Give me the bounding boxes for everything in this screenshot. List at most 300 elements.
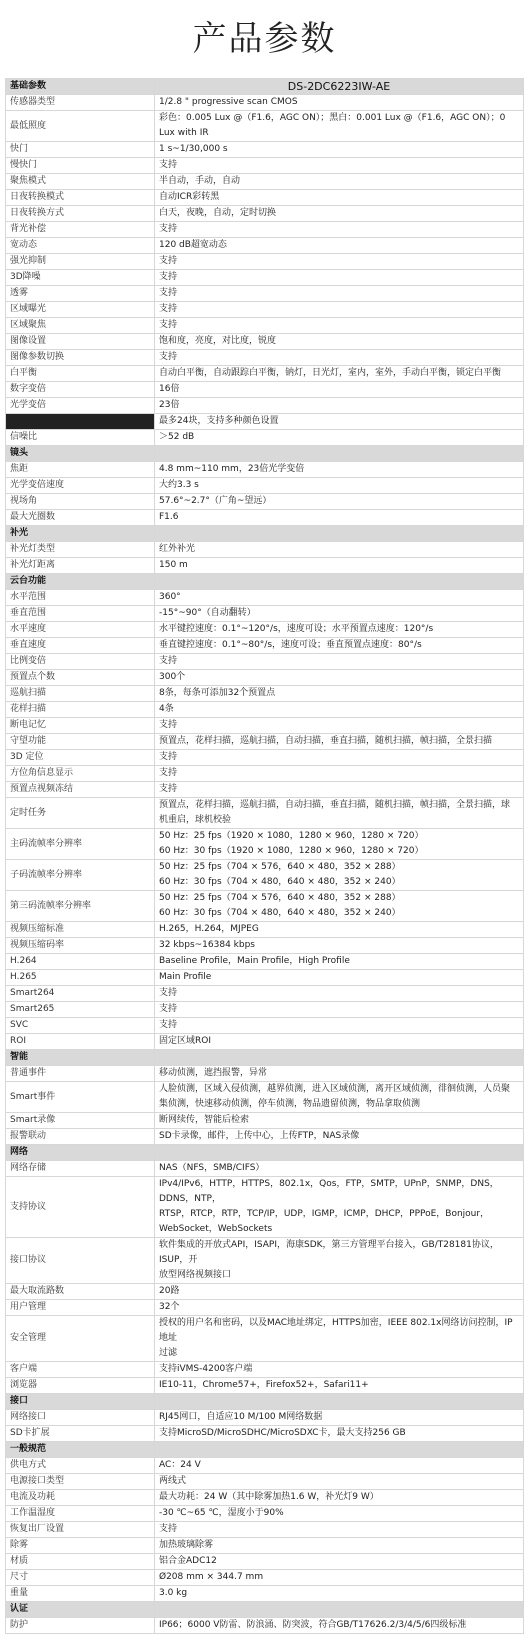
spec-label: ROI	[6, 1034, 155, 1050]
spec-value-line: 32 kbps~16384 kbps	[159, 940, 255, 950]
spec-row	[6, 1002, 524, 1018]
spec-label: 第三码流帧率分辨率	[6, 891, 155, 922]
section-title: 补光	[6, 526, 155, 542]
spec-table	[5, 78, 524, 1634]
spec-label: 防护	[6, 1618, 155, 1634]
spec-row	[6, 1300, 524, 1316]
spec-value-line: 支持	[159, 160, 178, 170]
spec-row	[6, 1554, 524, 1570]
spec-label: 补光灯类型	[6, 542, 155, 558]
spec-value	[155, 654, 524, 670]
spec-row	[6, 1474, 524, 1490]
spec-label: 焦距	[6, 462, 155, 478]
spec-label: 最大取流路数	[6, 1284, 155, 1300]
spec-value	[155, 938, 524, 954]
spec-label: 垂直范围	[6, 606, 155, 622]
spec-value	[155, 1426, 524, 1442]
spec-row	[6, 190, 524, 206]
spec-label: 巡航扫描	[6, 686, 155, 702]
spec-label: Smart事件	[6, 1082, 155, 1113]
spec-value-line: 120 dB超宽动态	[159, 240, 227, 250]
section-header-empty	[155, 1050, 524, 1066]
spec-value	[155, 462, 524, 478]
spec-value-line: 20路	[159, 1286, 180, 1296]
spec-value-line: 支持MicroSD/MicroSDHC/MicroSDXC卡，最大支持256 GB	[159, 1428, 406, 1438]
spec-value-line: 放型网络视频接口	[159, 1270, 232, 1280]
spec-label: 图像参数切换	[6, 350, 155, 366]
spec-row	[6, 1618, 524, 1634]
spec-value	[155, 1586, 524, 1602]
spec-row	[6, 206, 524, 222]
spec-value	[155, 350, 524, 366]
spec-row	[6, 829, 524, 860]
spec-value	[155, 222, 524, 238]
spec-label: 区域聚焦	[6, 318, 155, 334]
spec-value-line: 300个	[159, 672, 186, 682]
spec-row	[6, 1410, 524, 1426]
spec-row	[6, 606, 524, 622]
spec-row	[6, 622, 524, 638]
spec-row	[6, 1458, 524, 1474]
spec-value-line: H.265，H.264，MJPEG	[159, 924, 259, 934]
spec-row	[6, 494, 524, 510]
spec-value-line: -15°~90°（自动翻转）	[159, 608, 256, 618]
spec-row	[6, 1161, 524, 1177]
spec-value	[155, 766, 524, 782]
spec-value	[155, 95, 524, 111]
spec-row	[6, 1362, 524, 1378]
spec-row	[6, 1570, 524, 1586]
spec-value	[155, 1506, 524, 1522]
spec-row	[6, 1066, 524, 1082]
spec-label: 视频压缩码率	[6, 938, 155, 954]
spec-row	[6, 1034, 524, 1050]
spec-value-line: 支持	[159, 288, 178, 298]
section-header-empty	[155, 1394, 524, 1410]
spec-row	[6, 954, 524, 970]
spec-label: 日夜转换模式	[6, 190, 155, 206]
spec-value-line: 23倍	[159, 400, 180, 410]
spec-row	[6, 558, 524, 574]
spec-row	[6, 1378, 524, 1394]
spec-value-line: 过滤	[159, 1348, 178, 1358]
spec-value-line: 360°	[159, 592, 181, 602]
spec-row	[6, 638, 524, 654]
spec-row	[6, 891, 524, 922]
spec-value-line: 固定区域ROI	[159, 1036, 211, 1046]
spec-value-line: 1/2.8 " progressive scan CMOS	[159, 97, 298, 107]
spec-value	[155, 1002, 524, 1018]
spec-label: 透雾	[6, 286, 155, 302]
spec-value-line: 支持	[159, 352, 178, 362]
spec-value-line: 支持	[159, 1004, 178, 1014]
spec-label: 除雾	[6, 1538, 155, 1554]
spec-row	[6, 590, 524, 606]
redacted-label	[6, 414, 155, 430]
spec-label: 供电方式	[6, 1458, 155, 1474]
section-header-empty	[155, 1442, 524, 1458]
spec-value	[155, 1129, 524, 1145]
spec-row	[6, 398, 524, 414]
spec-value	[155, 622, 524, 638]
spec-label: 光学变倍	[6, 398, 155, 414]
spec-value-line: 4.8 mm~110 mm，23倍光学变倍	[159, 464, 305, 474]
spec-label: 子码流帧率分辨率	[6, 860, 155, 891]
spec-value	[155, 286, 524, 302]
section-header	[6, 526, 524, 542]
spec-value	[155, 1474, 524, 1490]
section-title: 云台功能	[6, 574, 155, 590]
section-header	[6, 79, 524, 95]
spec-value-line: 大约3.3 s	[159, 480, 199, 490]
spec-value	[155, 1570, 524, 1586]
spec-value	[155, 782, 524, 798]
spec-value-line: RTSP，RTCP，RTP，TCP/IP，UDP，IGMP，ICMP，DHCP，PPPoE，Bonjour，WebSocket，WebSockets	[159, 1209, 490, 1234]
spec-value	[155, 318, 524, 334]
spec-row	[6, 702, 524, 718]
spec-label: 网络接口	[6, 1410, 155, 1426]
spec-value	[155, 1082, 524, 1113]
spec-value	[155, 302, 524, 318]
spec-value	[155, 270, 524, 286]
spec-label: 日夜转换方式	[6, 206, 155, 222]
spec-row	[6, 510, 524, 526]
spec-value-line: 人脸侦测，区域入侵侦测，越界侦测，进入区域侦测，离开区域侦测，徘徊侦测，人员聚	[159, 1084, 511, 1094]
section-header-empty	[155, 526, 524, 542]
spec-label: 恢复出厂设置	[6, 1522, 155, 1538]
spec-value	[155, 734, 524, 750]
spec-row	[6, 1129, 524, 1145]
spec-value	[155, 1284, 524, 1300]
section-header	[6, 1050, 524, 1066]
spec-label: 预置点个数	[6, 670, 155, 686]
spec-row	[6, 766, 524, 782]
spec-value	[155, 1316, 524, 1362]
spec-value-line: 饱和度，亮度，对比度，锐度	[159, 336, 277, 346]
spec-value-line: 最多24块，支持多种颜色设置	[159, 416, 279, 426]
spec-value	[155, 670, 524, 686]
spec-label: Smart录像	[6, 1113, 155, 1129]
section-header-empty	[155, 574, 524, 590]
spec-row	[6, 734, 524, 750]
spec-value	[155, 1378, 524, 1394]
spec-row	[6, 938, 524, 954]
spec-value-line: 32个	[159, 1302, 180, 1312]
spec-row	[6, 1177, 524, 1238]
spec-label: 图像设置	[6, 334, 155, 350]
page-title: 产品参数	[192, 19, 337, 59]
spec-value	[155, 1066, 524, 1082]
spec-value	[155, 174, 524, 190]
spec-row	[6, 860, 524, 891]
spec-value	[155, 206, 524, 222]
spec-value	[155, 366, 524, 382]
spec-label: 最大光圈数	[6, 510, 155, 526]
spec-value-line: 铝合金ADC12	[159, 1556, 217, 1566]
spec-value-line: 4条	[159, 704, 174, 714]
spec-label: 传感器类型	[6, 95, 155, 111]
spec-value-line: 16倍	[159, 384, 180, 394]
spec-value-line: 软件集成的开放式API，ISAPI，海康SDK，第三方管理平台接入，GB/T28181协议，ISUP，开	[159, 1240, 499, 1265]
section-title: 接口	[6, 1394, 155, 1410]
section-header-empty	[155, 1145, 524, 1161]
spec-label: SD卡扩展	[6, 1426, 155, 1442]
spec-label: 电流及功耗	[6, 1490, 155, 1506]
spec-label: 用户管理	[6, 1300, 155, 1316]
spec-value-line: IP66；6000 V防雷、防浪涌、防突波，符合GB/T17626.2/3/4/5/6四级标准	[159, 1620, 467, 1630]
spec-value-line: Baseline Profile，Main Profile，High Profile	[159, 956, 350, 966]
spec-row	[6, 670, 524, 686]
section-title: 一般规范	[6, 1442, 155, 1458]
spec-label: 水平范围	[6, 590, 155, 606]
spec-value-line: 红外补光	[159, 544, 196, 554]
spec-value-line: 加热玻璃除雾	[159, 1540, 214, 1550]
spec-value	[155, 954, 524, 970]
spec-label: 工作温湿度	[6, 1506, 155, 1522]
spec-value	[155, 638, 524, 654]
spec-label: 区域曝光	[6, 302, 155, 318]
spec-value	[155, 1161, 524, 1177]
spec-value-line: Ø208 mm × 344.7 mm	[159, 1572, 264, 1582]
spec-label: 支持协议	[6, 1177, 155, 1238]
spec-row	[6, 302, 524, 318]
spec-value-line: 50 Hz：25 fps（704 × 576，640 × 480，352 × 288）	[159, 893, 401, 903]
spec-value-line: 3.0 kg	[159, 1588, 188, 1598]
spec-value	[155, 158, 524, 174]
spec-value-line: 支持	[159, 988, 178, 998]
spec-value-line: IPv4/IPv6，HTTP，HTTPS，802.1x，Qos，FTP，SMTP，UPnP，SNMP，DNS，DDNS，NTP，	[159, 1179, 499, 1204]
spec-row	[6, 1538, 524, 1554]
spec-value-line: 支持	[159, 656, 178, 666]
spec-label: 聚焦模式	[6, 174, 155, 190]
spec-value	[155, 382, 524, 398]
spec-value-line: 预置点，花样扫描，巡航扫描，自动扫描，垂直扫描，随机扫描，帧扫描，全景扫描	[159, 736, 493, 746]
spec-value-line: 支持	[159, 720, 178, 730]
spec-value	[155, 142, 524, 158]
spec-value-line: Main Profile	[159, 972, 212, 982]
spec-value-line: 支持	[159, 272, 178, 282]
spec-row	[6, 1490, 524, 1506]
spec-row	[6, 366, 524, 382]
section-header	[6, 446, 524, 462]
spec-row	[6, 542, 524, 558]
spec-label: 快门	[6, 142, 155, 158]
spec-value	[155, 254, 524, 270]
spec-row	[6, 798, 524, 829]
spec-value	[155, 986, 524, 1002]
spec-row	[6, 970, 524, 986]
spec-row	[6, 238, 524, 254]
spec-value	[155, 238, 524, 254]
spec-value-line: 60 Hz：30 fps（704 × 480，640 × 480，352 × 240）	[159, 877, 401, 887]
spec-row	[6, 462, 524, 478]
spec-value-line: F1.6	[159, 512, 179, 522]
spec-label: 客户端	[6, 1362, 155, 1378]
spec-value-line: -30 ℃~65 ℃，湿度小于90%	[159, 1508, 284, 1518]
spec-label: 视频压缩标准	[6, 922, 155, 938]
spec-label: 重量	[6, 1586, 155, 1602]
spec-value	[155, 702, 524, 718]
spec-label: 慢快门	[6, 158, 155, 174]
spec-row	[6, 95, 524, 111]
spec-value	[155, 1522, 524, 1538]
spec-value-line: AC：24 V	[159, 1460, 201, 1470]
spec-value	[155, 190, 524, 206]
spec-row	[6, 1018, 524, 1034]
spec-value-line: 支持iVMS-4200客户端	[159, 1364, 253, 1374]
spec-label: 材质	[6, 1554, 155, 1570]
spec-value-line: 支持	[159, 1020, 178, 1030]
spec-value	[155, 750, 524, 766]
section-header-empty	[155, 446, 524, 462]
spec-value-line: NAS（NFS，SMB/CIFS）	[159, 1163, 265, 1173]
spec-value	[155, 798, 524, 829]
spec-label: 预置点视频冻结	[6, 782, 155, 798]
spec-value	[155, 478, 524, 494]
spec-value	[155, 922, 524, 938]
spec-value	[155, 686, 524, 702]
spec-label: 背光补偿	[6, 222, 155, 238]
spec-value-line: SD卡录像，邮件，上传中心，上传FTP，NAS录像	[159, 1131, 360, 1141]
section-header	[6, 1394, 524, 1410]
spec-value	[155, 1300, 524, 1316]
spec-value-line: 授权的用户名和密码，以及MAC地址绑定，HTTPS加密，IEEE 802.1x网络访问控制，IP地址	[159, 1318, 513, 1343]
spec-value-line: 支持	[159, 768, 178, 778]
spec-value	[155, 542, 524, 558]
spec-value-line: 自动ICR彩转黑	[159, 192, 220, 202]
spec-row	[6, 222, 524, 238]
spec-value	[155, 1034, 524, 1050]
section-title: 智能	[6, 1050, 155, 1066]
spec-row	[6, 1113, 524, 1129]
spec-row	[6, 286, 524, 302]
spec-label: 信噪比	[6, 430, 155, 446]
spec-label: 白平衡	[6, 366, 155, 382]
spec-label: 守望功能	[6, 734, 155, 750]
spec-value-line: 半自动，手动，自动	[159, 176, 241, 186]
spec-value	[155, 1554, 524, 1570]
spec-row	[6, 1506, 524, 1522]
spec-label: 花样扫描	[6, 702, 155, 718]
spec-label: 安全管理	[6, 1316, 155, 1362]
spec-value	[155, 1490, 524, 1506]
spec-value	[155, 1410, 524, 1426]
spec-label: H.264	[6, 954, 155, 970]
spec-label: 最低照度	[6, 111, 155, 142]
spec-label: 浏览器	[6, 1378, 155, 1394]
spec-label: 水平速度	[6, 622, 155, 638]
spec-value-line: 50 Hz：25 fps（1920 × 1080，1280 × 960，1280 × 720）	[159, 831, 424, 841]
spec-row	[6, 414, 524, 430]
spec-value	[155, 1538, 524, 1554]
spec-row	[6, 686, 524, 702]
spec-value	[155, 414, 524, 430]
spec-row	[6, 111, 524, 142]
spec-value	[155, 891, 524, 922]
spec-value-line: 水平键控速度：0.1°~120°/s，速度可设；水平预置点速度：120°/s	[159, 624, 434, 634]
spec-value	[155, 606, 524, 622]
section-title: 基础参数	[6, 79, 155, 95]
spec-value-line: 白天，夜晚，自动，定时切换	[159, 208, 277, 218]
spec-row	[6, 718, 524, 734]
spec-label: 普通事件	[6, 1066, 155, 1082]
spec-label: 主码流帧率分辨率	[6, 829, 155, 860]
spec-value-line: 彩色：0.005 Lux @（F1.6，AGC ON）；黑白：0.001 Lux @（F1.6，AGC ON）；0 Lux with IR	[159, 113, 506, 138]
spec-label: 3D降噪	[6, 270, 155, 286]
spec-label: 垂直速度	[6, 638, 155, 654]
spec-value	[155, 829, 524, 860]
spec-row	[6, 1426, 524, 1442]
spec-row	[6, 1082, 524, 1113]
spec-value	[155, 1458, 524, 1474]
spec-value	[155, 111, 524, 142]
spec-value	[155, 590, 524, 606]
spec-row	[6, 750, 524, 766]
spec-value-line: 两线式	[159, 1476, 187, 1486]
spec-row	[6, 478, 524, 494]
section-header-empty	[155, 1602, 524, 1618]
section-header	[6, 1602, 524, 1618]
spec-label: 光学变倍速度	[6, 478, 155, 494]
spec-value	[155, 398, 524, 414]
spec-row	[6, 382, 524, 398]
spec-value-line: 支持	[159, 256, 178, 266]
spec-row	[6, 254, 524, 270]
spec-row	[6, 1238, 524, 1284]
spec-row	[6, 350, 524, 366]
spec-value	[155, 1238, 524, 1284]
spec-row	[6, 1586, 524, 1602]
spec-value-line: 支持	[159, 320, 178, 330]
spec-label: H.265	[6, 970, 155, 986]
spec-value-line: 57.6°~2.7°（广角~望远）	[159, 496, 272, 506]
spec-value-line: 支持	[159, 784, 178, 794]
spec-row	[6, 1284, 524, 1300]
spec-value-line: 移动侦测，遮挡报警，异常	[159, 1068, 268, 1078]
spec-label: Smart265	[6, 1002, 155, 1018]
spec-label: 定时任务	[6, 798, 155, 829]
spec-label: 方位角信息显示	[6, 766, 155, 782]
spec-label: 尺寸	[6, 1570, 155, 1586]
spec-value-line: 垂直键控速度：0.1°~80°/s，速度可设；垂直预置点速度：80°/s	[159, 640, 422, 650]
spec-value-line: 1 s~1/30,000 s	[159, 144, 228, 154]
spec-value-line: ＞52 dB	[159, 432, 195, 442]
spec-value-line: 支持	[159, 304, 178, 314]
spec-label: Smart264	[6, 986, 155, 1002]
section-header	[6, 1442, 524, 1458]
spec-value-line: IE10-11，Chrome57+，Firefox52+，Safari11+	[159, 1380, 369, 1390]
spec-row	[6, 334, 524, 350]
spec-row	[6, 430, 524, 446]
spec-value	[155, 1618, 524, 1634]
spec-row	[6, 782, 524, 798]
spec-label: 网络存储	[6, 1161, 155, 1177]
section-title: 镜头	[6, 446, 155, 462]
spec-row	[6, 986, 524, 1002]
spec-value-line: 支持	[159, 224, 178, 234]
spec-row	[6, 1316, 524, 1362]
spec-value	[155, 1177, 524, 1238]
section-title: 网络	[6, 1145, 155, 1161]
spec-label: 数字变倍	[6, 382, 155, 398]
spec-value-line: RJ45网口，自适应10 M/100 M网络数据	[159, 1412, 323, 1422]
spec-label: 比例变倍	[6, 654, 155, 670]
section-header	[6, 1145, 524, 1161]
spec-row	[6, 318, 524, 334]
spec-value	[155, 1018, 524, 1034]
spec-value	[155, 718, 524, 734]
spec-value-line: 自动白平衡，自动跟踪白平衡，钠灯，日光灯，室内，室外，手动白平衡，锁定白平衡	[159, 368, 502, 378]
